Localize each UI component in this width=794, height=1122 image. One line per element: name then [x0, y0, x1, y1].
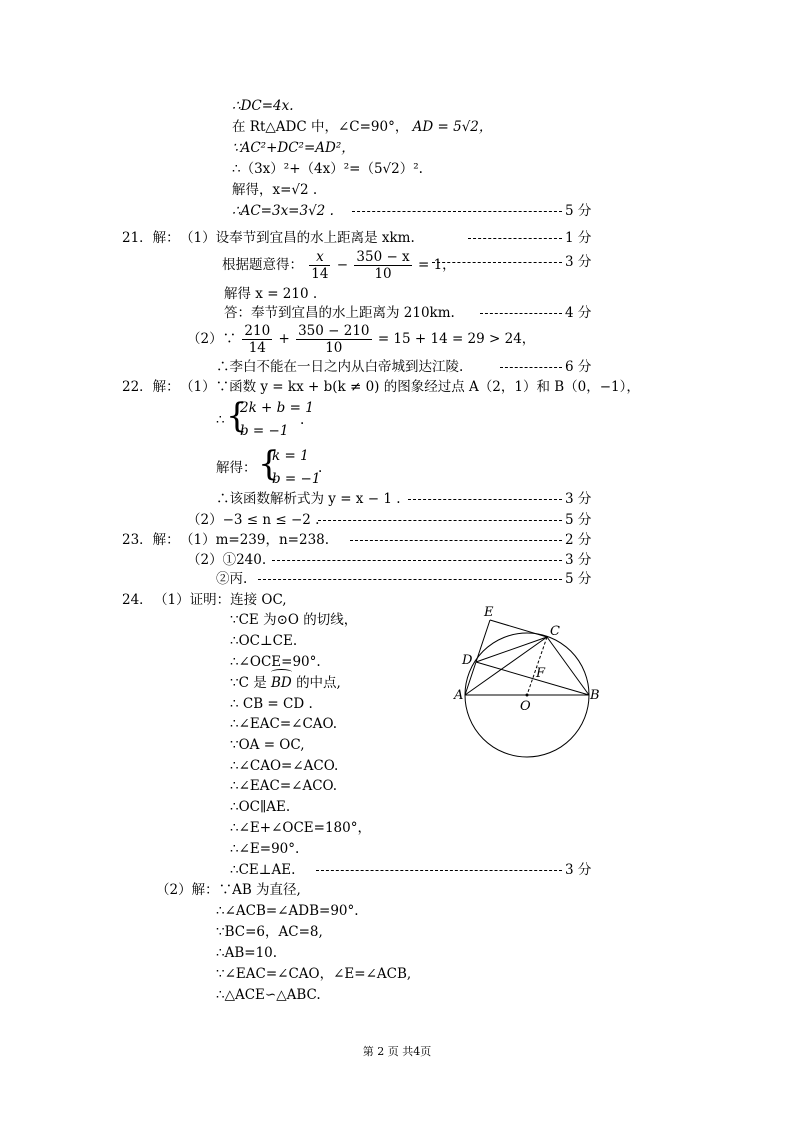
g2-num: 350 − 210 — [298, 323, 370, 339]
q23-label: 23．解： — [122, 532, 180, 548]
q21-label: 21．解： — [122, 230, 180, 246]
score: 5 分 — [565, 512, 592, 528]
line-sub: ∴（3x）²+（4x）²=（5√2）². — [232, 161, 423, 177]
q24-s7: ∵OA = OC, — [230, 737, 305, 753]
brace-2: { — [258, 444, 280, 484]
q21-part1: （1）设奉节到宜昌的水上距离是 xkm. — [180, 230, 415, 246]
arc-bd: BD — [271, 675, 292, 691]
label-d: D — [462, 653, 473, 668]
q24-s4 — [230, 673, 341, 693]
g1-num: 210 — [244, 323, 271, 339]
q21-part2 — [187, 322, 535, 356]
line-cb — [547, 637, 589, 695]
q22-part1: （1）∵函数 y = kx + b(k ≠ 0) 的图象经过点 A（2，1）和 B（0，−1）， — [180, 379, 640, 395]
dot-leader — [318, 520, 562, 521]
label-a: A — [454, 688, 464, 703]
q24-label: 24． — [122, 592, 153, 608]
line-solve-x: 解得，x=√2 . — [232, 182, 318, 198]
q22-part2: （2）−3 ≤ n ≤ −2 . — [187, 512, 320, 528]
line-dc: ∴DC=4x. — [232, 98, 294, 114]
g1-den: 14 — [248, 340, 266, 356]
dot-leader — [468, 238, 562, 239]
dot-leader — [500, 367, 562, 368]
line-db — [476, 662, 589, 695]
line-ac — [465, 637, 547, 695]
q24-s6: ∴∠EAC=∠CAO. — [230, 716, 338, 732]
q24-t5: ∴△ACE∽△ABC. — [216, 987, 321, 1003]
q24-t2: ∵BC=6，AC=8, — [216, 924, 323, 940]
q24-s8: ∴∠CAO=∠ACO. — [230, 758, 339, 774]
eq-prefix: 根据题意得： — [222, 257, 303, 273]
line-pythag: ∵AC²+DC²=AD²， — [232, 140, 355, 156]
plus: + — [278, 331, 290, 347]
line-ac: ∴AC=3x=3√2 . — [232, 203, 334, 219]
q24-s3: ∴∠OCE=90°. — [230, 654, 321, 670]
line-dc — [476, 637, 547, 662]
q24-part1: （1）证明：连接 OC, — [154, 592, 287, 608]
sys2-end: . — [318, 460, 323, 476]
q24-t3: ∴AB=10. — [216, 945, 278, 961]
score: 5 分 — [565, 203, 592, 219]
line-rt-triangle — [232, 117, 492, 137]
f1-num: x — [309, 249, 330, 266]
score: 6 分 — [565, 359, 592, 375]
q24-s5: ∴ CB = CD . — [230, 696, 313, 712]
point-o — [526, 694, 529, 697]
label-o: O — [520, 699, 531, 714]
sys1-eq-b: b = −1 — [240, 423, 289, 439]
rt-text: 在 Rt△ADC 中，∠C=90°， — [232, 119, 409, 135]
q24-t1: ∴∠ACB=∠ADB=90°. — [216, 903, 359, 919]
f2-den: 10 — [374, 266, 392, 282]
minus: − — [336, 257, 349, 273]
q23-part2: （2）①240. — [187, 552, 267, 568]
g2-den: 10 — [325, 340, 343, 356]
label-c: C — [550, 624, 560, 639]
score: 3 分 — [565, 254, 592, 270]
score: 3 分 — [565, 491, 592, 507]
geometry-figure — [450, 600, 610, 765]
fraction-2 — [354, 249, 411, 282]
p2-tail: = 15 + 14 = 29 > 24， — [377, 331, 536, 347]
ad-value: AD = 5√2， — [412, 119, 493, 135]
q24-s11: ∴∠E+∠OCE=180°， — [230, 820, 371, 836]
label-b: B — [590, 688, 600, 703]
f1-den: 14 — [311, 266, 329, 282]
sys1-prefix: ∴ — [216, 412, 225, 428]
label-f: F — [536, 666, 546, 681]
s4-a: ∵C 是 — [230, 675, 267, 691]
dot-leader — [316, 870, 562, 871]
sys2-eq-b: b = −1 — [272, 471, 321, 487]
label-e: E — [484, 605, 494, 620]
dot-leader — [480, 313, 562, 314]
q24-part2: （2）解：∵AB 为直径, — [156, 882, 301, 898]
score: 3 分 — [565, 552, 592, 568]
sys1-eq-a: 2k + b = 1 — [240, 400, 314, 416]
q24-s1: ∵CE 为⊙O 的切线， — [230, 612, 358, 628]
q23-part1: （1）m=239，n=238. — [180, 532, 330, 548]
q23-part3: ②丙. — [216, 571, 248, 587]
sys2-prefix: 解得： — [216, 460, 257, 476]
q21-solve: 解得 x = 210 . — [224, 286, 318, 302]
q21-answer: 答：奉节到宜昌的水上距离为 210km. — [224, 305, 455, 321]
f2-num: 350 − x — [356, 249, 410, 265]
page-footer: 第 2 页 共4页 — [362, 1045, 432, 1058]
p2-label: （2）∵ — [187, 331, 237, 347]
dot-leader — [350, 540, 562, 541]
dot-leader — [258, 579, 562, 580]
sys2-eq-a: k = 1 — [272, 448, 309, 464]
q24-t4: ∵∠EAC=∠CAO，∠E=∠ACB, — [216, 966, 412, 982]
sys1-end: . — [300, 412, 305, 428]
q21-conclusion: ∴李白不能在一日之内从白帝城到达江陵. — [216, 359, 464, 375]
dot-leader — [408, 499, 562, 500]
q24-s2: ∴OC⊥CE. — [230, 633, 298, 649]
dot-leader — [432, 262, 562, 263]
dot-leader — [352, 211, 562, 212]
s4-b: 的中点, — [296, 675, 341, 691]
score: 1 分 — [565, 230, 592, 246]
q24-s12: ∴∠E=90°. — [230, 841, 300, 857]
fraction-1 — [309, 249, 330, 282]
score: 2 分 — [565, 532, 592, 548]
q21-equation — [222, 248, 456, 282]
q24-s9: ∴∠EAC=∠ACO. — [230, 778, 338, 794]
score: 3 分 — [565, 862, 592, 878]
score: 5 分 — [565, 571, 592, 587]
q24-s10: ∴OC∥AE. — [230, 799, 291, 815]
q24-s13: ∴CE⊥AE. — [230, 862, 296, 878]
eq-tail: = 1， — [417, 257, 456, 273]
brace-1: { — [226, 396, 248, 436]
score: 4 分 — [565, 305, 592, 321]
q22-result: ∴该函数解析式为 y = x − 1 . — [216, 491, 401, 507]
line-ec — [490, 620, 547, 637]
q22-label: 22．解： — [122, 379, 180, 395]
fraction-3 — [242, 323, 272, 356]
dot-leader — [272, 560, 562, 561]
fraction-4 — [296, 323, 371, 356]
